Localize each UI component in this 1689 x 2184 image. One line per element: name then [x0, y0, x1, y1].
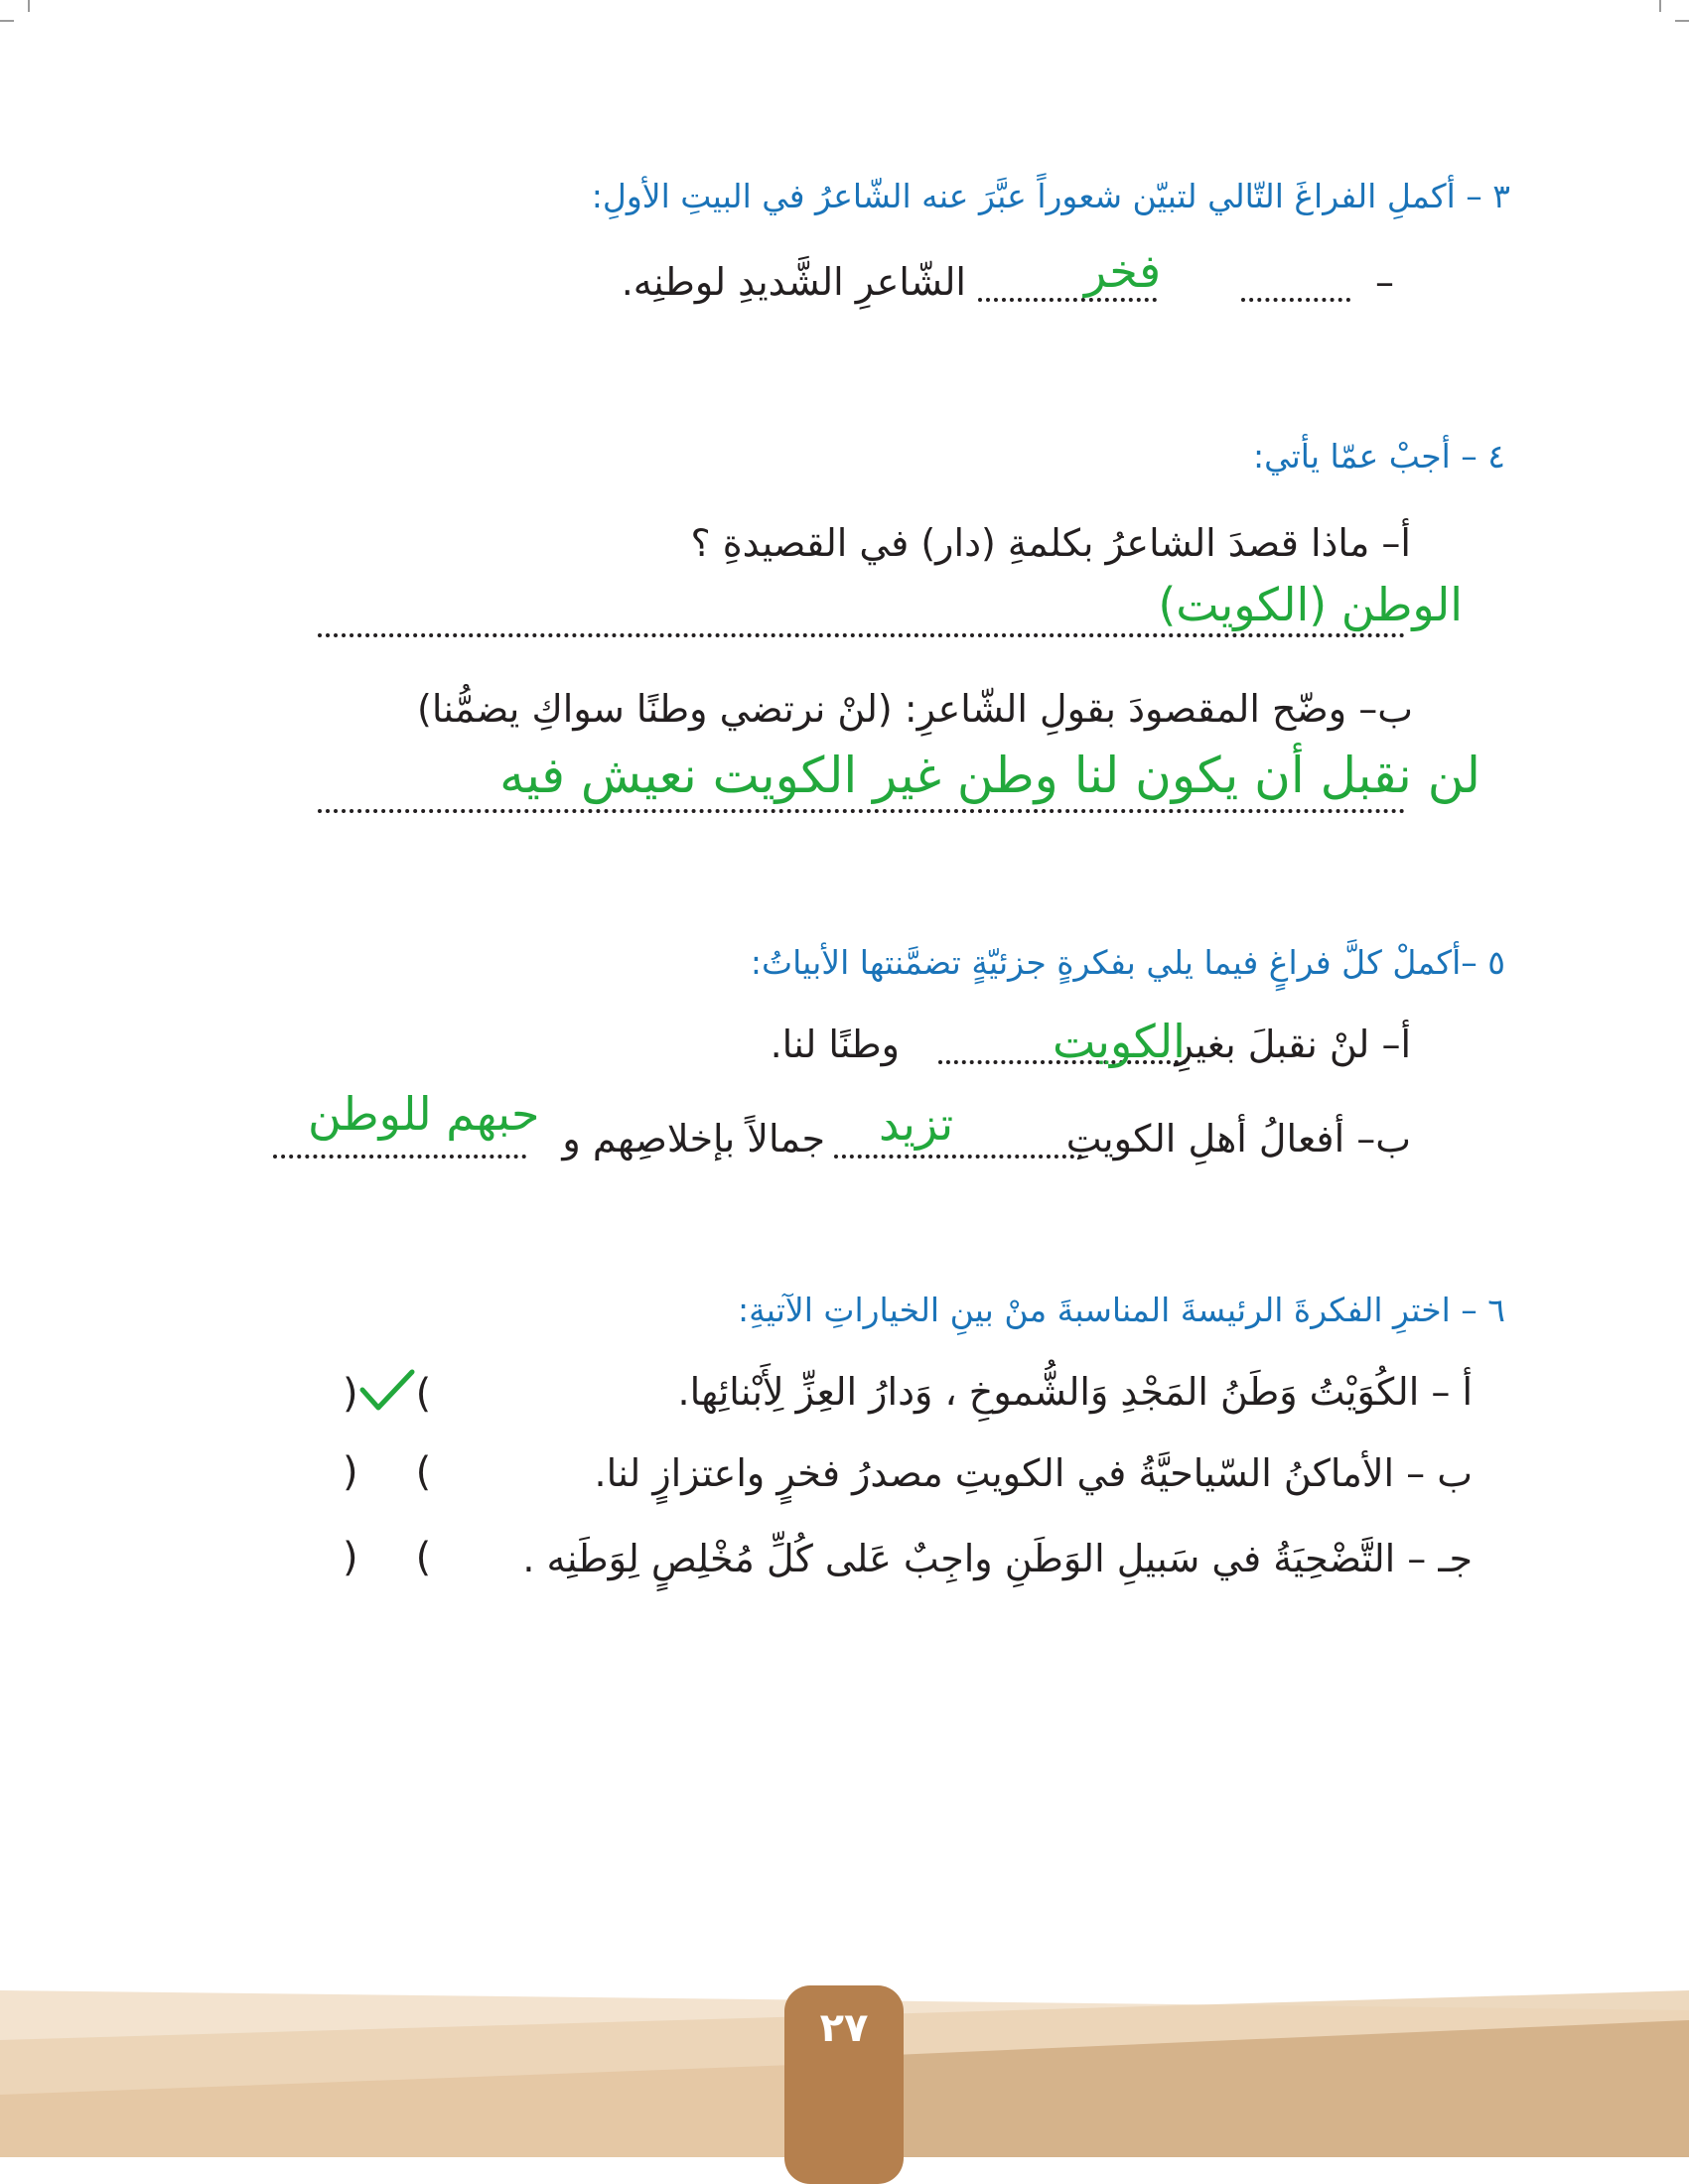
q3-line-text: الشّاعرِ الشَّديدِ لوطنِه. [621, 260, 966, 304]
q3-heading: ٣ – أكملِ الفراغَ التّالي لتبيّن شعوراً عبَّرَ عنه الشّاعرُ في البيتِ الأولِ: [591, 177, 1510, 215]
paren-open: ) [343, 1535, 358, 1580]
paren-open: ) [343, 1449, 358, 1495]
q5-b-answer1: تزيد [879, 1097, 954, 1151]
q6-heading: ٦ – اخترِ الفكرةَ الرئيسةَ المناسبةَ منْ بينِ الخياراتِ الآتيةِ: [737, 1291, 1505, 1329]
q5-b-answer2: حبهم للوطن [308, 1087, 540, 1141]
paren-open: ) [343, 1371, 358, 1417]
paren-close: ( [415, 1535, 432, 1580]
q6-option-a: أ – الكُوَيْتُ وَطَنُ المَجْدِ وَالشُّموخِ ، وَدارُ العِزِّ لِأَبْنائِها. [677, 1370, 1473, 1414]
q6-option-b: ب – الأماكنُ السّياحيَّةُ في الكويتِ مصدرُ فخرٍ واعتزازٍ لنا. [594, 1451, 1473, 1495]
q5-b-prefix: ب– أفعالُ أهلِ الكويتِ [1065, 1117, 1411, 1160]
q4-b-answer: لن نقبل أن يكون لنا وطن غير الكويت نعيش فيه [499, 747, 1480, 804]
q4-a-answer: الوطن (الكويت) [1158, 578, 1463, 631]
paren-close: ( [415, 1449, 432, 1495]
q6-option-c: جـ – التَّضْحِيَةُ في سَبيلِ الوَطَنِ واجِبٌ عَلى كُلِّ مُخْلِصٍ لِوَطَنِه . [522, 1537, 1473, 1580]
q5-a-suffix: وطنًا لنا. [770, 1023, 900, 1066]
q3-dash: – [1375, 260, 1394, 304]
q4-heading: ٤ – أجبْ عمّا يأتي: [1252, 437, 1505, 476]
paren-close: ( [415, 1371, 432, 1417]
q3-answer: فخر [1084, 244, 1162, 298]
q4-a-question: أ– ماذا قصدَ الشاعرُ بكلمةِ (دار) في القصيدةِ ؟ [690, 521, 1411, 565]
q5-a-prefix: أ– لنْ نقبلَ بغيرِ [1175, 1023, 1411, 1066]
q5-b-middle: جمالاً بإخلاصِهم و [562, 1117, 825, 1160]
page-number: ٢٧ [819, 2005, 869, 2051]
q4-b-question: ب– وضّح المقصودَ بقولِ الشّاعرِ: (لنْ نرتضي وطنًا سواكِ يضمُّنا) [417, 687, 1413, 731]
q5-heading: ٥ –أكملْ كلَّ فراغٍ فيما يلي بفكرةٍ جزئيّةٍ تضمَّنتها الأبياتُ: [750, 943, 1505, 982]
q5-a-answer: الكويت [1053, 1015, 1186, 1068]
